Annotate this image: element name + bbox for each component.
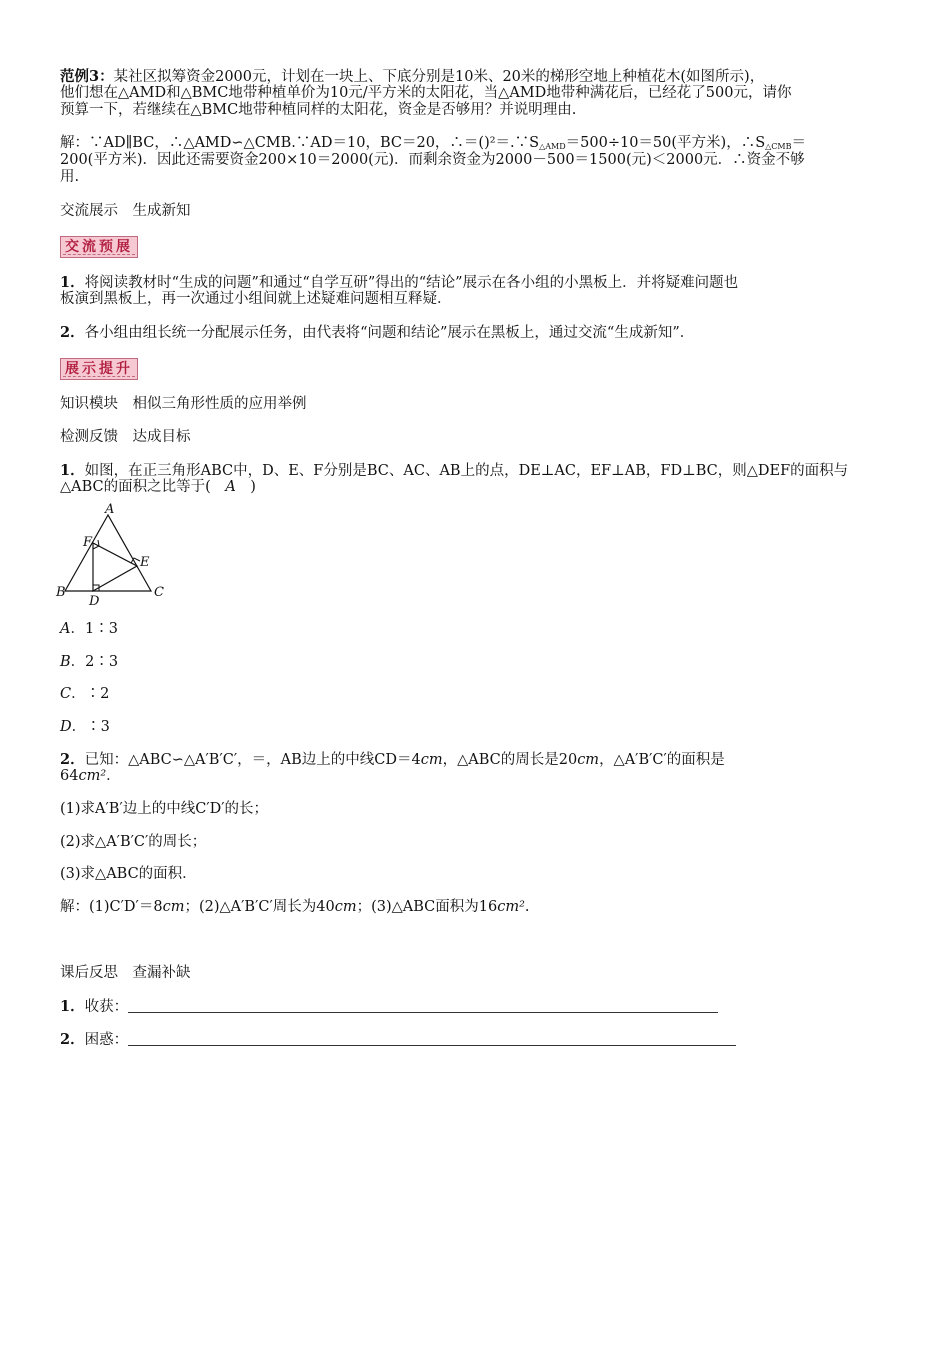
option-b: B．2∶3 [60,654,119,670]
q2-solution: 解：(1)C′D′＝8cm；(2)△A′B′C′周长为40cm；(3)△ABC面积为16cm². [60,899,530,915]
triangle-abc [65,515,151,591]
q1-line2: △ABC的面积之比等于( A ) [60,479,256,495]
section-heading-exchange: 交流展示 生成新知 [60,203,191,219]
label-e: E [140,555,150,570]
q2-sub3: (3)求△ABC的面积． [60,866,197,882]
badge-exchange-preview: 交流预展 [60,236,138,258]
solution1-line3: 用. [60,169,80,185]
example3-line2: 他们想在△AMD和△BMC地带种植单价为10元/平方米的太阳花，当△AMD地带种满花后，已经花了500元，请你 [60,85,792,101]
doubt-row: 2．困惑： [60,1031,895,1049]
triangle-figure [55,503,180,608]
doubt-blank-line[interactable] [128,1032,736,1046]
q1-answer: A [225,479,236,495]
item2: 2．各小组由组长统一分配展示任务，由代表将“问题和结论”展示在黑板上，通过交流“生成新知”． [60,324,695,341]
q1-line1: 1．如图，在正三角形ABC中，D、E、F分别是BC、AC、AB上的点，DE⊥AC，EF⊥AB，FD⊥BC，则△DEF的面积与 [60,462,849,479]
example3-line3: 预算一下，若继续在△BMC地带种植同样的太阳花，资金是否够用？并说明理由. [60,102,577,118]
label-f: F [83,535,93,550]
option-a: A．1∶3 [60,621,118,637]
triangle-def [93,543,137,591]
item1-line2: 板演到黑板上，再一次通过小组间就上述疑难问题相互释疑． [60,291,452,307]
label-b: B [56,585,66,600]
q2-sub2: (2)求△A′B′C′的周长； [60,834,207,850]
option-d: D．∶3 [60,719,110,735]
reflect-heading: 课后反思 查漏补缺 [60,965,191,981]
option-c: C．∶2 [60,686,110,702]
knowledge-module: 知识模块 相似三角形性质的应用举例 [60,396,307,412]
solution1-line1: 解：∵AD∥BC，∴△AMD∽△CMB.∵AD＝10，BC＝20，$\therefore=()^2=.\because S_{\triangle AMD}=500\div 10=50$(平方米)，$\therefore S_{\triangle CMB}=$ [60,135,806,151]
q2-sub1: (1)求A′B′边上的中线C′D′的长； [60,801,269,817]
check-feedback: 检测反馈 达成目标 [60,429,191,445]
label-c: C [154,585,164,600]
item1-line1: 1．将阅读教材时“生成的问题”和通过“自学互研”得出的“结论”展示在各小组的小黑板上．并将疑难问题也 [60,274,739,291]
label-a: A [105,503,115,517]
q2-line1: 2．已知：△ABC∽△A′B′C′，＝，AB边上的中线CD＝4cm，△ABC的周长是20cm，△A′B′C′的面积是 [60,751,725,768]
solution1-line2: 200(平方米)．因此还需要资金200×10＝2000(元)．而剩余资金为2000－500＝1500(元)＜2000元．∴资金不够 [60,152,805,168]
gain-row: 1．收获： [60,998,895,1016]
example3-line1: 范例3：某社区拟筹资金2000元，计划在一块上、下底分别是10米、20米的梯形空地上种植花木(如图所示)， [60,68,765,85]
gain-blank-line[interactable] [128,999,718,1013]
q2-line2: 64cm²． [60,768,121,784]
badge-show-improve: 展示提升 [60,358,138,380]
label-d: D [89,594,100,608]
example3-label: 范例3： [60,68,114,85]
